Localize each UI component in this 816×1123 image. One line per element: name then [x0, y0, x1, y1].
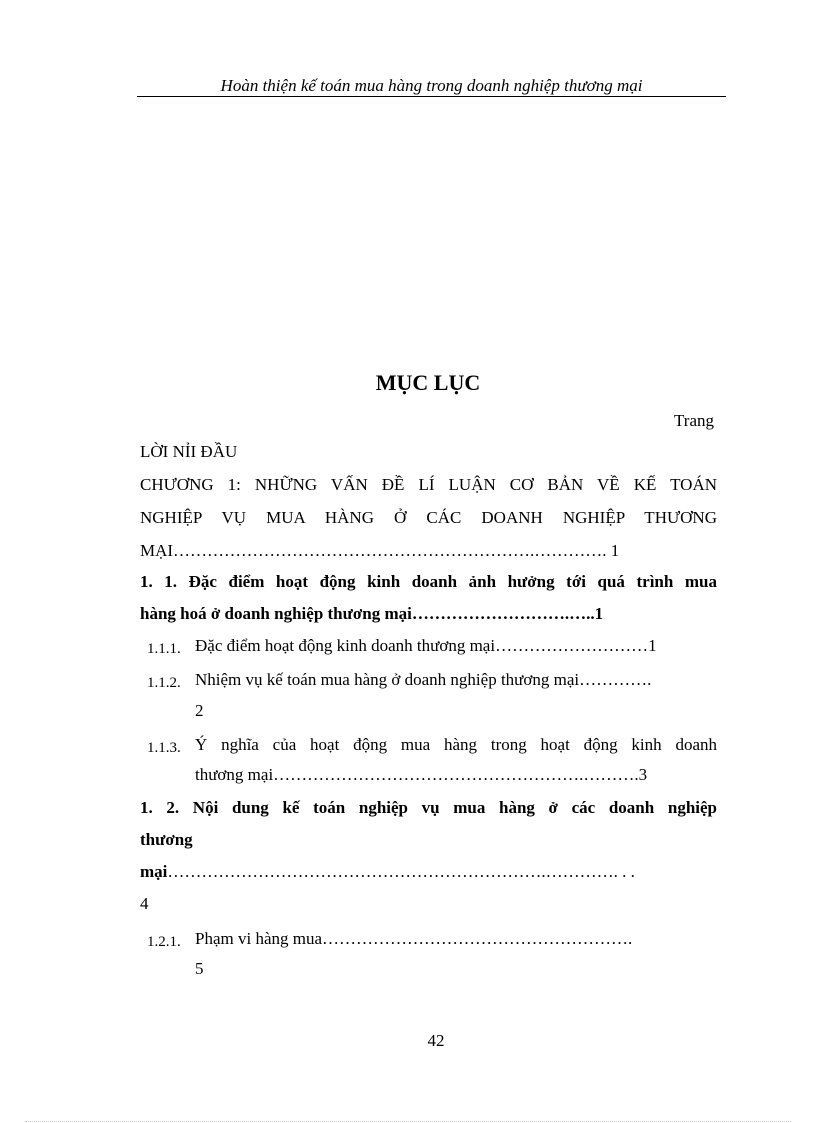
toc-chapter-1-line-2: NGHIỆP VỤ MUA HÀNG Ở CÁC DOANH NGHIỆP THƯƠNG — [140, 508, 717, 527]
toc-section-1-2-leader: ………………………………………………………….…………. . . — [167, 862, 635, 881]
toc-item-number: 1.1.3. — [147, 740, 181, 756]
toc-item-1-1-1: Đặc điểm hoạt động kinh doanh thương mại………………………1 — [195, 636, 657, 655]
toc-section-1-2-line-1: 1. 2. Nội dung kế toán nghiệp vụ mua hàng ở các doanh nghiệp — [140, 798, 717, 817]
toc-item-1-1-3-line-2: thương mại……………………………………………….……….3 — [195, 765, 648, 784]
toc-item-1-2-1: Phạm vi hàng mua………………………………………………. — [195, 929, 633, 948]
toc-chapter-1-line-1: CHƯƠNG 1: NHỮNG VẤN ĐỀ LÍ LUẬN CƠ BẢN VỀ KẾ TOÁN — [140, 475, 717, 494]
toc-item-number: 1.2.1. — [147, 934, 181, 950]
toc-title: MỤC LỤC — [375, 370, 481, 395]
toc-item-1-1-2: Nhiệm vụ kế toán mua hàng ở doanh nghiệp thương mại…………. — [195, 670, 652, 689]
toc-section-1-1-line-2: hàng hoá ở doanh nghiệp thương mại……………………….…..1 — [140, 604, 604, 623]
toc-section-1-2-line-3 — [140, 861, 635, 883]
toc-chapter-1-line-3: MẠI……………………………………………………….…………. 1 — [140, 541, 620, 560]
toc-item-1-2-1-page: 5 — [195, 959, 204, 978]
page-number: 42 — [427, 1031, 445, 1050]
toc-section-1-2-page: 4 — [140, 894, 149, 913]
toc-preface: LỜI NỈI ĐẦU — [140, 442, 238, 461]
page-column-label: Trang — [674, 411, 714, 430]
toc-section-1-2-word: mại — [140, 862, 168, 881]
running-header: Hoàn thiện kế toán mua hàng trong doanh nghiệp thương mại — [137, 76, 726, 97]
toc-item-number: 1.1.1. — [147, 641, 181, 657]
toc-section-1-1-line-1: 1. 1. Đặc điểm hoạt động kinh doanh ảnh hưởng tới quá trình mua — [140, 572, 717, 591]
toc-item-number: 1.1.2. — [147, 675, 181, 691]
bottom-divider — [25, 1121, 791, 1122]
toc-section-1-2-line-2: thương — [140, 830, 193, 849]
toc-item-1-1-2-page: 2 — [195, 701, 204, 720]
toc-item-1-1-3-line-1: Ý nghĩa của hoạt động mua hàng trong hoạt động kinh doanh — [195, 735, 717, 754]
